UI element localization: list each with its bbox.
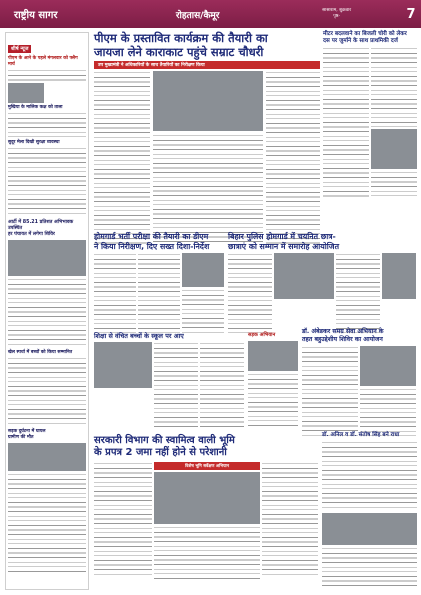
meta-date: सासाराम, शुक्रवार <box>322 8 352 13</box>
text-block <box>154 526 260 582</box>
text-block <box>228 253 272 333</box>
right-headline-line1: मीटर बदलवाने का बिजली चोरी को लेकर <box>323 31 407 37</box>
road-story <box>248 332 298 427</box>
left-headline-3: सुदूर मेला दिखी सुरक्षा व्यवस्था <box>8 140 60 145</box>
text-block <box>371 47 417 127</box>
text-block <box>94 71 150 246</box>
news-photo <box>274 253 334 299</box>
left-headline-8: ग्रामीण की मौत <box>8 435 34 440</box>
text-block <box>8 473 86 573</box>
text-block <box>200 342 244 428</box>
camp-story <box>302 328 417 436</box>
text-block <box>8 147 86 217</box>
text-block <box>94 462 152 578</box>
text-block <box>322 547 417 587</box>
text-block <box>8 112 86 138</box>
right-column <box>323 31 417 199</box>
news-photo <box>182 253 224 287</box>
text-block <box>336 253 380 333</box>
news-photo <box>154 472 260 524</box>
right-bottom-story <box>322 432 417 587</box>
left-news-column <box>5 32 89 590</box>
news-photo <box>8 443 86 471</box>
text-block <box>154 342 198 428</box>
left-headline-2: मुखिया के मालिक कक्ष को ताला <box>8 105 63 110</box>
text-block <box>8 278 86 348</box>
left-headline-5: हर पंचायत में लगेगा शिविर <box>8 232 55 237</box>
newspaper-brand: राष्ट्रीय सागर <box>14 10 58 21</box>
story3-headline-line2: छात्राएं को सम्मान में समारोह आयोजित <box>228 241 340 251</box>
text-block <box>360 388 416 436</box>
text-block <box>138 253 180 333</box>
masthead-meta <box>272 8 401 20</box>
story7-headline-line2: के प्रपत्र 2 जमा नहीं होने से परेशानी <box>94 447 227 458</box>
news-photo <box>360 346 416 386</box>
text-block <box>323 47 369 197</box>
text-block <box>8 357 86 427</box>
lead-subline: उप मुख्यमंत्री ने अधिकारियों के साथ तैयारियों का निरीक्षण किया <box>94 61 320 69</box>
lead-text-col <box>94 71 150 246</box>
left-headline-7: सड़क दुर्घटना में घायल <box>8 429 46 434</box>
text-block <box>182 289 224 333</box>
left-headline-6: खेल स्पर्धा में बच्चों को किया सम्मानित <box>8 350 73 355</box>
news-photo <box>94 342 152 388</box>
lead-text-col <box>266 71 320 246</box>
column-tag: शीर्ष न्यूज <box>8 45 31 53</box>
news-photo <box>248 341 298 371</box>
text-block <box>262 462 318 578</box>
survey-badge: विशेष भूमि सर्वेक्षण अभियान <box>154 462 260 470</box>
story2-headline-line1: होमगार्ड भर्ती परीक्षा की तैयारी का डीएम <box>94 232 209 241</box>
page-number: 7 <box>406 6 416 22</box>
text-block <box>94 253 136 333</box>
news-photo <box>382 253 416 299</box>
news-photo <box>8 240 86 276</box>
left-headline-4: आर्टी में 85.21 प्रतिशत अभिभावक उपस्थित <box>8 220 74 231</box>
text-block <box>153 134 263 246</box>
text-block <box>266 71 320 246</box>
lead-photo <box>153 71 263 131</box>
story5-headline: सड़क अभियान <box>248 332 276 338</box>
text-block <box>8 69 86 81</box>
lead-photo-col <box>153 71 263 246</box>
left-headline-1: पीएम के आने के पहले मंगलवार को फ्लैग मार्च <box>8 56 78 67</box>
text-block <box>322 441 417 511</box>
masthead <box>0 0 421 28</box>
story3-headline-line1: बिहार पुलिस होमगार्ड में चयनित छात्र- <box>228 232 336 241</box>
homeguard-story <box>94 232 224 333</box>
news-photo <box>8 83 44 103</box>
news-photo <box>371 129 417 169</box>
lead-headline-line1: पीएम के प्रस्तावित कार्यक्रम की तैयारी का <box>94 31 268 45</box>
story6-headline-line1: डॉ. अंबेडकर समग्र सेवा अभियान के <box>302 328 384 335</box>
story7-headline-line1: सरकारी विभाग की स्वामित्व वाली भूमि <box>94 435 235 446</box>
story6-headline-line2: तहत बहुउद्देशीय शिविर का आयोजन <box>302 335 383 343</box>
felicitation-story <box>228 232 417 333</box>
text-block <box>248 373 298 427</box>
meta-page: पृष्ठ- <box>333 14 341 19</box>
school-story <box>94 332 244 428</box>
story2-headline-line2: ने किया निरीक्षण, दिए सख्त दिशा-निर्देश <box>94 241 210 251</box>
edition-name: रोहतास/कैमूर <box>175 10 220 21</box>
land-story <box>94 435 318 582</box>
right-bottom-headline: डॉ. अनिल व डॉ. संतोष सिंह बने राधा <box>322 432 400 438</box>
text-block <box>371 171 417 199</box>
right-headline-line2: दस पर जुर्माने के साथ प्राथमिकी दर्ज <box>323 38 398 44</box>
text-block <box>302 346 358 436</box>
lead-story <box>94 31 320 246</box>
news-photo <box>322 513 417 545</box>
lead-headline-line2: जायजा लेने काराकाट पहुंचे सम्राट चौधरी <box>94 45 264 59</box>
story4-headline: शिक्षा से वंचित बच्चों के स्कूल पर आए <box>94 332 184 340</box>
